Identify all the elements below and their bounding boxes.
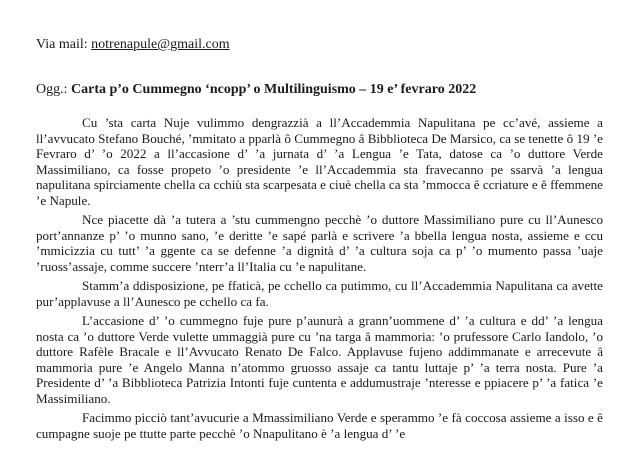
subject-label: Ogg.: xyxy=(36,82,71,97)
body-paragraph: Facimmo picciò tant’avucurie a Mmassimiliano Verde e sperammo ’e fà coccosa assieme a isso e ê cumpagne suoje pe ttutte parte pecchè ’o Nnapulitano è ’a lengua d’ ’e xyxy=(36,410,603,441)
via-mail-label: Via mail: xyxy=(36,37,92,52)
body-paragraph: Cu ’sta carta Nuje vulimmo dengrazzià a ll’Accademmia Napulitana pe cc’avé, assieme a ll’avvucato Stefano Bouché, ’mmitato a pparlà ô Cummegno â Bibblioteca De Marsico, ca se tenette ô 19 ’e Fevraro d’ ’o 2022 a ll’accasione d’ ’a jurnata d’ ’a Lengua ’e Tata, datose ca ’o duttore Verde Massimiliano, ca fosse propeto ’o presidente ’e ll’Accademmia sta fravecanno pe ssarvà ’a lengua napulitana spirciamente chella ca cchiù sta scarpesata e ciuè chella ca sta ’mmocca ê ccriature e ê ffemmene ’e Napule. xyxy=(36,115,603,208)
subject-text: Carta p’o Cummegno ‘ncopp’ o Multilinguismo – 19 e’ fevraro 2022 xyxy=(71,82,477,97)
via-mail-line xyxy=(36,36,230,53)
body-paragraph: Stamm’a ddisposizione, pe ffaticà, pe cchello ca putimmo, cu ll’Accademmia Napulitana ca avette pur’applavuse a ll’Aunesco pe cchello ca fa. xyxy=(36,278,603,309)
body-paragraph: Nce piacette dà ’a tutera a ’stu cummengno pecchè ’o duttore Massimiliano pure cu ll’Aunesco port’annanze p’ ’o munno sano, ’e deritte ’e sapé parlà e scrivere ’a bbella lengua nosta, assieme e ccu ’mmicizzia cu tutt’ ’a ggente ca se defenne ’a dignità d’ ’a cultura soja ca p’ ’o mumento passa ’uaje ’ruoss’assaje, comme succere ’nterr’a ll’Italia cu ’e napulitane. xyxy=(36,212,603,274)
body-paragraph: L’accasione d’ ’o cummegno fuje pure p’aunurà a grann’uommene d’ ’a cultura e dd’ ’a lengua nosta ca ’o duttore Verde vulette ummaggià pure cu ’na targa â mammoria: ’o prufessore Carlo Iandolo, ’o duttore Rafèle Bracale e ll’Avvucato Renato De Falco. Applavuse fujeno addimmanate e arrecevute â mammoria pure ’e Angelo Manna n’atommo gruosso assaje ca tantu luttaje p’ ’a terra nosta. Pure ’a Presidente d’ ’a Bibblioteca Patrizia Intonti fuje cuntenta e addumustraje ’nteresse e ppiacere p’ ’a fatica ’e Massimiliano. xyxy=(36,313,603,406)
subject-line xyxy=(36,81,476,98)
email-link[interactable]: notrenapule@gmail.com xyxy=(91,37,230,52)
letter-body xyxy=(36,115,603,445)
